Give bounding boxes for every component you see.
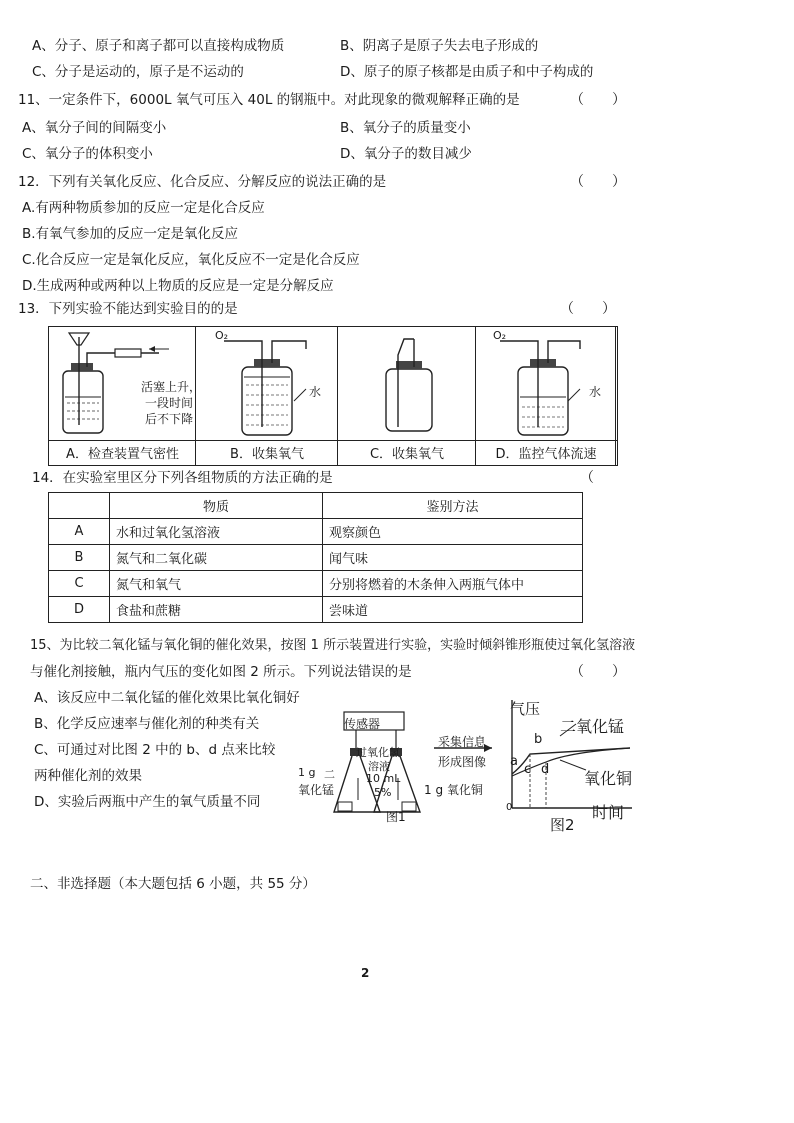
note-line-3: 后不下降 xyxy=(145,412,194,426)
q13-answer-paren: （ ） xyxy=(560,301,616,317)
fig1-left-cat-1: 二 xyxy=(324,768,335,781)
q15-option-d: D、实验后两瓶中产生的氧气质量不同 xyxy=(34,794,261,810)
q14-answer-paren: （ xyxy=(580,470,594,486)
note-line-1: 活塞上升， xyxy=(141,380,202,394)
fig2-point-b: b xyxy=(534,732,543,747)
q11-option-d: D、氧分子的数目减少 xyxy=(340,146,472,162)
fig1-left-catalyst: 氧化锰 xyxy=(298,783,335,797)
table-cell: D xyxy=(49,597,110,623)
note-line-2: 一段时间 xyxy=(145,396,194,410)
table-row xyxy=(49,519,583,545)
table-cell: 水和过氧化氢溶液 xyxy=(110,519,323,545)
fig2-mno2-label: 二氧化锰 xyxy=(560,717,625,736)
fig2-ylabel: 气压 xyxy=(510,700,541,718)
q15-option-a: A、该反应中二氧化锰的催化效果比氧化铜好 xyxy=(34,690,300,706)
q13-apparatus-figure xyxy=(48,326,618,466)
q12-stem: 12．下列有关氧化反应、化合反应、分解反应的说法正确的是 xyxy=(18,174,387,190)
fig1-right-catalyst: 1 g 氧化铜 xyxy=(424,783,483,797)
q12-option-c: C.化合反应一定是氧化反应，氧化反应不一定是化合反应 xyxy=(22,252,360,268)
table-header-cell: 物质 xyxy=(110,493,323,519)
q12-option-b: B.有氧气参加的反应一定是氧化反应 xyxy=(22,226,239,242)
fig2-point-d: d xyxy=(541,762,550,777)
fig1-solution-label: 溶液 xyxy=(368,760,390,773)
table-header-cell xyxy=(49,493,110,519)
table-cell: 尝味道 xyxy=(323,597,583,623)
water-label-d: 水 xyxy=(589,385,602,399)
table-header-cell: 鉴别方法 xyxy=(323,493,583,519)
table-cell: A xyxy=(49,519,110,545)
q15-stem-line2: 与催化剂接触，瓶内气压的变化如图 2 所示。下列说法错误的是 xyxy=(30,664,412,680)
table-cell: 分别将燃着的木条伸入两瓶气体中 xyxy=(323,571,583,597)
q13-stem: 13．下列实验不能达到实验目的的是 xyxy=(18,301,238,317)
q15-option-b: B、化学反应速率与催化剂的种类有关 xyxy=(34,716,260,732)
fig1-graph-label: 形成图像 xyxy=(438,755,487,769)
q14-stem: 14．在实验室里区分下列各组物质的方法正确的是 xyxy=(32,470,333,486)
section-2-heading: 二、非选择题（本大题包括 6 小题，共 55 分） xyxy=(30,876,316,892)
fig2-origin: 0 xyxy=(506,802,513,813)
fig2-xlabel: 时间 xyxy=(592,803,625,822)
fig1-caption: 图1 xyxy=(386,810,406,824)
table-cell: 闻气味 xyxy=(323,545,583,571)
fig2-point-c: c xyxy=(524,762,532,777)
table-cell: B xyxy=(49,545,110,571)
fig1-h2o2-label: 过氧化氢 xyxy=(356,746,400,759)
q15-answer-paren: （ ） xyxy=(570,664,626,680)
caption-b: B．收集氧气 xyxy=(230,447,304,462)
water-label-b: 水 xyxy=(309,385,322,399)
fig2-point-a: a xyxy=(510,754,518,769)
q10-option-d: D、原子的原子核都是由质子和中子构成的 xyxy=(340,64,594,80)
q11-option-a: A、氧分子间的间隔变小 xyxy=(22,120,167,136)
fig1-left-amount: 1 g xyxy=(298,766,316,779)
fig1-volume-label: 10 mL xyxy=(366,772,401,785)
caption-c: C．收集氧气 xyxy=(369,447,445,462)
page-number: 2 xyxy=(361,966,370,980)
q11-answer-paren: （ ） xyxy=(570,92,626,108)
table-header-row xyxy=(49,493,583,519)
q15-option-c-line2: 两种催化剂的效果 xyxy=(34,768,142,784)
table-cell: 观察颜色 xyxy=(323,519,583,545)
table-cell: C xyxy=(49,571,110,597)
q15-option-c-line1: C、可通过对比图 2 中的 b、d 点来比较 xyxy=(34,742,276,758)
o2-label-b: O₂ xyxy=(215,329,229,342)
q12-option-d: D.生成两种或两种以上物质的反应是一定是分解反应 xyxy=(22,278,334,294)
caption-d: D．监控气体流速 xyxy=(495,447,597,462)
q14-substance-table xyxy=(48,492,583,623)
q11-option-c: C、氧分子的体积变小 xyxy=(22,146,153,162)
fig1-collect-label: 采集信息 xyxy=(438,735,487,749)
q15-stem-line1: 15、为比较二氧化锰与氧化铜的催化效果，按图 1 所示装置进行实验，实验时倾斜锥形瓶使过氧化氢溶液 xyxy=(30,638,636,653)
q11-stem: 11、一定条件下，6000L 氧气可压入 40L 的钢瓶中。对此现象的微观解释正确的是 xyxy=(18,92,520,108)
table-row xyxy=(49,545,583,571)
fig2-cuo-label: 氧化铜 xyxy=(584,769,633,788)
q12-answer-paren: （ ） xyxy=(570,174,626,190)
fig1-sensor-label: 传感器 xyxy=(344,717,381,731)
q12-option-a: A.有两种物质参加的反应一定是化合反应 xyxy=(22,200,265,216)
table-cell: 氮气和氧气 xyxy=(110,571,323,597)
q10-option-b: B、阴离子是原子失去电子形成的 xyxy=(340,38,539,54)
fig2-caption: 图2 xyxy=(550,816,575,834)
o2-label-d: O₂ xyxy=(493,329,507,342)
q11-option-b: B、氧分子的质量变小 xyxy=(340,120,471,136)
caption-a: A．检查装置气密性 xyxy=(66,447,179,462)
table-row xyxy=(49,597,583,623)
q10-option-a: A、分子、原子和离子都可以直接构成物质 xyxy=(32,38,285,54)
table-cell: 氮气和二氧化碳 xyxy=(110,545,323,571)
table-cell: 食盐和蔗糖 xyxy=(110,597,323,623)
fig1-concentration-label: 5% xyxy=(374,786,392,799)
gas-collection-bottle-icon xyxy=(338,327,476,439)
table-row xyxy=(49,571,583,597)
q10-option-c: C、分子是运动的，原子是不运动的 xyxy=(32,64,244,80)
